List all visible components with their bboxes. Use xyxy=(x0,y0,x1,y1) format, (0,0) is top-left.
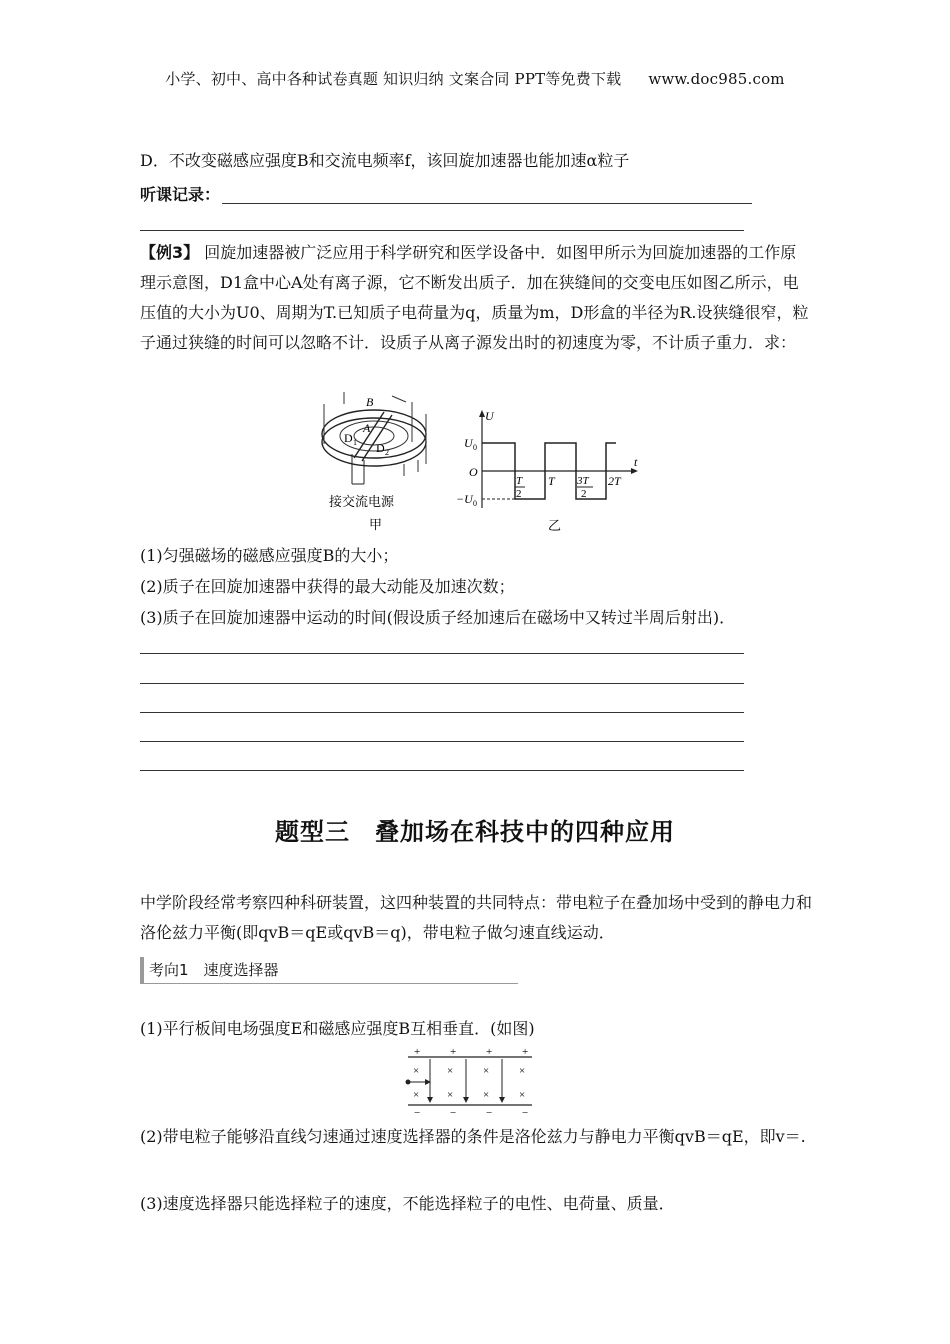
three-half-t-num: 3T xyxy=(577,475,589,487)
cross: × xyxy=(519,1065,526,1077)
voltage-graph xyxy=(452,408,642,536)
answer-line-1 xyxy=(140,653,744,654)
label-d2: D xyxy=(376,441,385,455)
answer-line-4 xyxy=(140,741,744,742)
notes-label: 听课记录： xyxy=(140,185,221,204)
cross: × xyxy=(447,1089,454,1101)
notes-line-1 xyxy=(222,203,752,204)
cross: × xyxy=(483,1065,490,1077)
neg-u0-label: −U xyxy=(456,492,473,506)
question-3: (3)质子在回旋加速器中运动的时间(假设质子经加速后在磁场中又转过半周后射出)． xyxy=(140,608,736,627)
axis-u: U xyxy=(485,409,494,423)
header-text: 小学、初中、高中各种试卷真题 知识归纳 文案合同 PPT等免费下载 xyxy=(165,70,622,88)
example-3 xyxy=(140,238,812,358)
label-d1: D xyxy=(344,431,353,445)
page-header xyxy=(0,68,950,89)
cross: × xyxy=(413,1089,420,1101)
label-b: B xyxy=(366,395,374,409)
cross: × xyxy=(413,1065,420,1077)
three-half-t-den: 2 xyxy=(581,488,587,500)
minus-2: − xyxy=(450,1107,457,1117)
plus-4: + xyxy=(522,1046,529,1058)
kaoxiang-box xyxy=(140,955,518,985)
figure-a-caption: 甲 xyxy=(369,517,383,532)
intro-paragraph: 中学阶段经常考察四种科研装置，这四种装置的共同特点：带电粒子在叠加场中受到的静电力和洛伦兹力平衡(即qvB＝qE或qvB＝q)，带电粒子做匀速直线运动． xyxy=(140,893,813,942)
header-url[interactable]: www.doc985.com xyxy=(648,70,785,88)
figure-b-caption: 乙 xyxy=(548,518,562,533)
neg-u0-sub: 0 xyxy=(473,499,477,508)
two-t-mark: 2T xyxy=(608,474,621,488)
answer-line-5 xyxy=(140,770,744,771)
point-2: (2)带电粒子能够沿直线匀速通过速度选择器的条件是洛伦兹力与静电力平衡qvB＝qE，即v＝. xyxy=(140,1127,806,1146)
minus-3: − xyxy=(486,1107,493,1117)
half-t-num: T xyxy=(516,475,523,487)
example-text: 回旋加速器被广泛应用于科学研究和医学设备中．如图甲所示为回旋加速器的工作原理示意图，D1盒中心A处有离子源，它不断发出质子．加在狭缝间的交变电压如图乙所示，电压值的大小为U0、周期为T.已知质子电荷量为q，质量为m，D形盒的半径为R.设狭缝很窄，粒子通过狭缝的时间可以忽略不计．设质子从离子源发出时的初速度为零，不计质子重力．求： xyxy=(140,243,809,352)
t-mark: T xyxy=(548,474,555,488)
ac-source-label: 接交流电源 xyxy=(329,494,395,509)
label-a: A xyxy=(363,421,371,435)
axis-t: t xyxy=(634,455,638,469)
plus-2: + xyxy=(450,1046,457,1058)
point-3: (3)速度选择器只能选择粒子的速度，不能选择粒子的电性、电荷量、质量． xyxy=(140,1194,675,1213)
answer-line-2 xyxy=(140,683,744,684)
cross: × xyxy=(447,1065,454,1077)
cyclotron-figure xyxy=(314,384,436,534)
origin-label: O xyxy=(469,465,478,479)
question-1: (1)匀强磁场的磁感应强度B的大小； xyxy=(140,546,399,565)
cross: × xyxy=(483,1089,490,1101)
u0-label: U xyxy=(464,436,473,450)
label-d2-sub: 2 xyxy=(385,448,389,457)
notes-line-2 xyxy=(140,230,744,231)
kaoxiang-label: 考向1 速度选择器 xyxy=(149,961,279,979)
minus-1: − xyxy=(414,1107,421,1117)
label-d1-sub: 1 xyxy=(353,438,357,447)
point-1: (1)平行板间电场强度E和磁感应强度B互相垂直．(如图) xyxy=(140,1019,535,1038)
section-title: 题型三 叠加场在科技中的四种应用 xyxy=(275,818,675,846)
kaoxiang-underline xyxy=(140,983,518,984)
half-t-den: 2 xyxy=(516,488,522,500)
plus-3: + xyxy=(486,1046,493,1058)
answer-line-3 xyxy=(140,712,744,713)
minus-4: − xyxy=(522,1107,529,1117)
option-d: D．不改变磁感应强度B和交流电频率f，该回旋加速器也能加速α粒子 xyxy=(140,151,630,170)
question-2: (2)质子在回旋加速器中获得的最大动能及加速次数； xyxy=(140,577,515,596)
velocity-selector-figure xyxy=(400,1045,536,1117)
plus-1: + xyxy=(414,1046,421,1058)
u0-sub: 0 xyxy=(473,443,477,452)
cross: × xyxy=(519,1089,526,1101)
example-tag: 【例3】 xyxy=(140,243,200,262)
kaoxiang-bar xyxy=(140,957,144,983)
